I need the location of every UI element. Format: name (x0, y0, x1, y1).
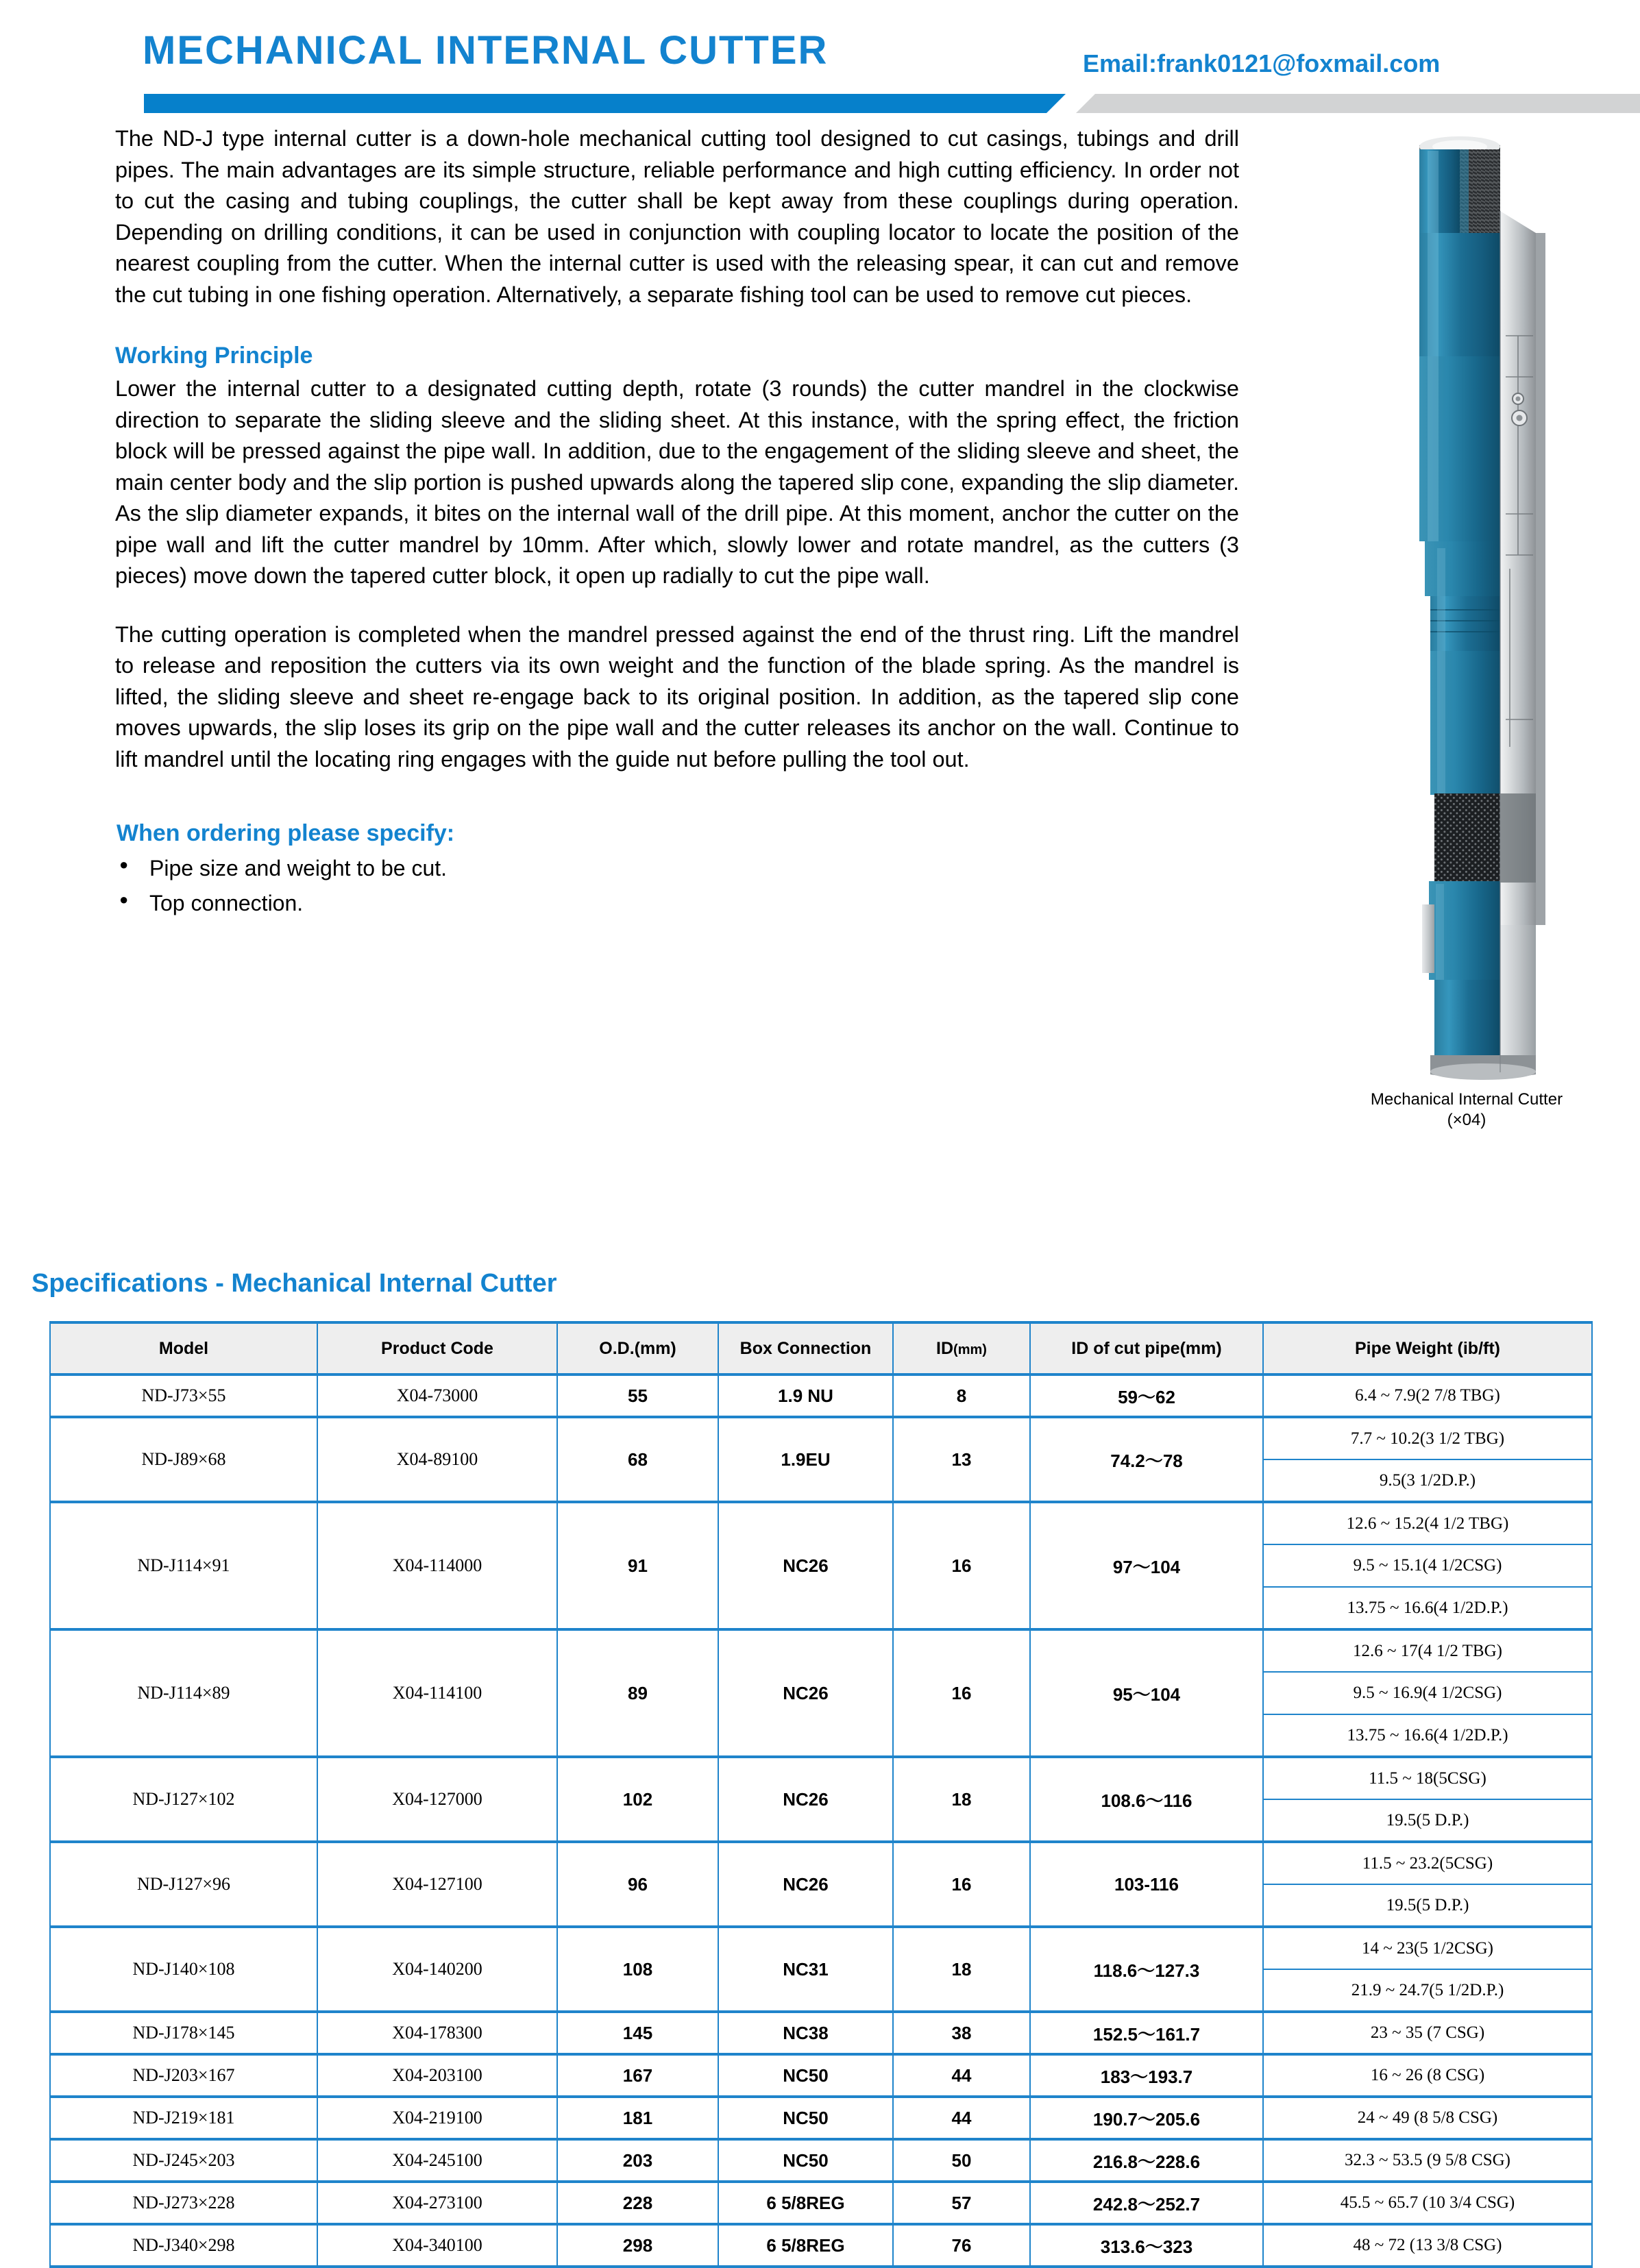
table-row (50, 1629, 1592, 1672)
cell-pipe-weight: 13.75 ~ 16.6(4 1/2D.P.) (1263, 1714, 1592, 1757)
cell-id: 76 (893, 2224, 1030, 2267)
cell-id-of-cut-pipe: 59～62 (1030, 1375, 1263, 1417)
cell-id-of-cut-pipe: 216.8～228.6 (1030, 2139, 1263, 2182)
column-header-box-connection: Box Connection (718, 1322, 893, 1375)
cell-id-of-cut-pipe: 190.7～205.6 (1030, 2097, 1263, 2139)
cell-pipe-weight: 11.5 ~ 23.2(5CSG) (1263, 1842, 1592, 1884)
header-rule-blue (144, 94, 1066, 113)
cell-box-connection: 1.9 NU (718, 1375, 893, 1417)
cell-pipe-weight: 19.5(5 D.P.) (1263, 1799, 1592, 1842)
cell-box-connection: NC38 (718, 2012, 893, 2054)
cell-box-connection: NC26 (718, 1629, 893, 1757)
mechanical-internal-cutter-illustration (1354, 130, 1580, 1083)
cell-box-connection: NC26 (718, 1502, 893, 1629)
cell-id: 18 (893, 1927, 1030, 2012)
working-principle-paragraph-2: The cutting operation is completed when the mandrel pressed against the end of the thrust ring. Lift the mandrel to release and reposition the cutters via its own weight and the function of the blade spring. As the mandrel is lifted, the sliding sleeve and sheet re-engage back to its original position. In addition, as the tapered slip cone moves upwards, the slip loses its grip on the pipe wall and the cutter releases its anchor on the wall. Continue to lift mandrel until the locating ring engages with the guide nut before pulling the tool out. (115, 621, 1239, 772)
table-row (50, 2224, 1592, 2267)
ordering-block (115, 820, 1239, 919)
cell-id-of-cut-pipe: 74.2～78 (1030, 1417, 1263, 1502)
cell-id: 8 (893, 1375, 1030, 1417)
cell-id-of-cut-pipe: 103-116 (1030, 1842, 1263, 1927)
cell-od: 145 (557, 2012, 718, 2054)
cell-box-connection: NC31 (718, 1927, 893, 2012)
list-item: ● Pipe size and weight to be cut. (117, 852, 1239, 884)
column-header-product-code: Product Code (317, 1322, 557, 1375)
cell-pipe-weight: 21.9 ~ 24.7(5 1/2D.P.) (1263, 1969, 1592, 2012)
cell-id-of-cut-pipe: 313.6～323 (1030, 2224, 1263, 2267)
cell-box-connection: NC26 (718, 1842, 893, 1927)
cell-pipe-weight: 48 ~ 72 (13 3/8 CSG) (1263, 2224, 1592, 2267)
table-body (50, 1375, 1592, 2267)
table-row (50, 1417, 1592, 1459)
cell-model: ND-J219×181 (50, 2097, 317, 2139)
figure-caption-line-2: (×04) (1447, 1111, 1486, 1129)
product-figure-panel (1323, 130, 1611, 1131)
cell-id: 16 (893, 1629, 1030, 1757)
cell-id-of-cut-pipe: 183～193.7 (1030, 2054, 1263, 2097)
working-principle-paragraph-1: Lower the internal cutter to a designated cutting depth, rotate (3 rounds) the cutter mandrel in the clockwise direction to separate the sliding sleeve and the sliding sheet. At this instance, with the spring effect, the friction block will be pressed against the pipe wall. In addition, due to the engagement of the sliding sleeve and sheet, the main center body and the slip portion is pushed upwards along the tapered slip cone, expanding the slip diameter. As the slip diameter expands, it bites on the internal wall of the drill pipe. At this moment, anchor the cutter on the pipe wall and lift the cutter mandrel by 10mm. After which, slowly lower and rotate mandrel, as the cutters (3 pieces) move down the tapered cutter block, it open up radially to cut the pipe wall. (115, 376, 1239, 589)
cell-model: ND-J114×91 (50, 1502, 317, 1629)
cell-product-code: X04-203100 (317, 2054, 557, 2097)
cell-od: 55 (557, 1375, 718, 1417)
table-row (50, 1927, 1592, 1969)
cell-model: ND-J114×89 (50, 1629, 317, 1757)
table-row (50, 2097, 1592, 2139)
cell-pipe-weight: 9.5(3 1/2D.P.) (1263, 1459, 1592, 1502)
cell-model: ND-J273×228 (50, 2182, 317, 2224)
table-row (50, 1375, 1592, 1417)
cell-model: ND-J73×55 (50, 1375, 317, 1417)
cell-od: 91 (557, 1502, 718, 1629)
figure-caption-line-1: Mechanical Internal Cutter (1370, 1090, 1563, 1109)
cell-id: 18 (893, 1757, 1030, 1842)
ordering-heading: When ordering please specify: (117, 820, 455, 847)
cell-model: ND-J340×298 (50, 2224, 317, 2267)
cell-id: 13 (893, 1417, 1030, 1502)
cell-pipe-weight: 19.5(5 D.P.) (1263, 1884, 1592, 1927)
cell-od: 68 (557, 1417, 718, 1502)
column-header-id: ID(mm) (893, 1322, 1030, 1375)
cell-id: 44 (893, 2054, 1030, 2097)
column-header-pipe-weight: Pipe Weight (ib/ft) (1263, 1322, 1592, 1375)
column-header-id-of-cut-pipe: ID of cut pipe(mm) (1030, 1322, 1263, 1375)
cell-od: 181 (557, 2097, 718, 2139)
cell-model: ND-J89×68 (50, 1417, 317, 1502)
cell-product-code: X04-140200 (317, 1927, 557, 2012)
list-item: ● Top connection. (117, 887, 1239, 919)
cell-product-code: X04-127100 (317, 1842, 557, 1927)
table-header (50, 1322, 1592, 1375)
specifications-table (49, 1321, 1593, 2268)
cell-model: ND-J203×167 (50, 2054, 317, 2097)
cell-pipe-weight: 11.5 ~ 18(5CSG) (1263, 1757, 1592, 1799)
cell-product-code: X04-114000 (317, 1502, 557, 1629)
cell-od: 102 (557, 1757, 718, 1842)
cell-id-of-cut-pipe: 95～104 (1030, 1629, 1263, 1757)
column-header-od: O.D.(mm) (557, 1322, 718, 1375)
cell-product-code: X04-114100 (317, 1629, 557, 1757)
table-row (50, 2139, 1592, 2182)
header-rule (0, 94, 1640, 113)
cell-pipe-weight: 12.6 ~ 15.2(4 1/2 TBG) (1263, 1502, 1592, 1544)
cell-pipe-weight: 14 ~ 23(5 1/2CSG) (1263, 1927, 1592, 1969)
text-column (115, 123, 1239, 922)
cell-model: ND-J127×96 (50, 1842, 317, 1927)
cell-od: 298 (557, 2224, 718, 2267)
cell-id: 50 (893, 2139, 1030, 2182)
intro-paragraph: The ND-J type internal cutter is a down-hole mechanical cutting tool designed to cut casings, tubings and drill pipes. The main advantages are its simple structure, reliable performance and high cutting efficiency. In order not to cut the casing and tubing couplings, the cutter shall be kept away from these couplings during operation. Depending on drilling conditions, it can be used in conjunction with coupling locator to locate the position of the nearest coupling from the cutter. When the internal cutter is used with the releasing spear, it can cut and remove the cut tubing in one fishing operation. Alternatively, a separate fishing tool can be used to remove cut pieces. (115, 126, 1239, 307)
cell-id: 16 (893, 1502, 1030, 1629)
cell-model: ND-J178×145 (50, 2012, 317, 2054)
cell-box-connection: 6 5/8REG (718, 2182, 893, 2224)
cell-id: 16 (893, 1842, 1030, 1927)
cell-box-connection: 6 5/8REG (718, 2224, 893, 2267)
cell-od: 228 (557, 2182, 718, 2224)
cell-pipe-weight: 13.75 ~ 16.6(4 1/2D.P.) (1263, 1587, 1592, 1629)
specifications-table-wrap (49, 1321, 1591, 2268)
cell-pipe-weight: 24 ~ 49 (8 5/8 CSG) (1263, 2097, 1592, 2139)
table-row (50, 1842, 1592, 1884)
cell-pipe-weight: 7.7 ~ 10.2(3 1/2 TBG) (1263, 1417, 1592, 1459)
ordering-list (117, 852, 1239, 919)
cell-product-code: X04-127000 (317, 1757, 557, 1842)
cell-pipe-weight: 9.5 ~ 16.9(4 1/2CSG) (1263, 1672, 1592, 1714)
cell-pipe-weight: 23 ~ 35 (7 CSG) (1263, 2012, 1592, 2054)
table-row (50, 1502, 1592, 1544)
cell-id-of-cut-pipe: 108.6～116 (1030, 1757, 1263, 1842)
cell-pipe-weight: 32.3 ~ 53.5 (9 5/8 CSG) (1263, 2139, 1592, 2182)
column-header-model: Model (50, 1322, 317, 1375)
cell-box-connection: NC50 (718, 2139, 893, 2182)
cell-product-code: X04-178300 (317, 2012, 557, 2054)
figure-caption (1323, 1089, 1611, 1131)
cell-od: 108 (557, 1927, 718, 2012)
cell-id-of-cut-pipe: 118.6～127.3 (1030, 1927, 1263, 2012)
table-row (50, 2012, 1592, 2054)
specifications-heading: Specifications - Mechanical Internal Cutter (32, 1269, 557, 1298)
cell-product-code: X04-73000 (317, 1375, 557, 1417)
cell-pipe-weight: 9.5 ~ 15.1(4 1/2CSG) (1263, 1544, 1592, 1587)
cell-id: 38 (893, 2012, 1030, 2054)
cell-od: 203 (557, 2139, 718, 2182)
cell-model: ND-J245×203 (50, 2139, 317, 2182)
cell-id: 44 (893, 2097, 1030, 2139)
cell-od: 167 (557, 2054, 718, 2097)
cell-id-of-cut-pipe: 152.5～161.7 (1030, 2012, 1263, 2054)
page-header (0, 0, 1640, 123)
table-row (50, 2054, 1592, 2097)
cell-box-connection: NC50 (718, 2097, 893, 2139)
cell-od: 96 (557, 1842, 718, 1927)
cell-pipe-weight: 45.5 ~ 65.7 (10 3/4 CSG) (1263, 2182, 1592, 2224)
table-row (50, 1757, 1592, 1799)
header-rule-gray (1076, 94, 1640, 113)
cell-id-of-cut-pipe: 242.8～252.7 (1030, 2182, 1263, 2224)
cell-od: 89 (557, 1629, 718, 1757)
cell-product-code: X04-89100 (317, 1417, 557, 1502)
cell-product-code: X04-245100 (317, 2139, 557, 2182)
cell-box-connection: 1.9EU (718, 1417, 893, 1502)
cell-box-connection: NC26 (718, 1757, 893, 1842)
cell-box-connection: NC50 (718, 2054, 893, 2097)
cell-product-code: X04-273100 (317, 2182, 557, 2224)
cell-pipe-weight: 16 ~ 26 (8 CSG) (1263, 2054, 1592, 2097)
cell-pipe-weight: 12.6 ~ 17(4 1/2 TBG) (1263, 1629, 1592, 1672)
contact-email[interactable]: Email:frank0121@foxmail.com (1083, 49, 1441, 77)
cell-model: ND-J127×102 (50, 1757, 317, 1842)
working-principle-heading: Working Principle (115, 343, 313, 369)
cell-product-code: X04-219100 (317, 2097, 557, 2139)
table-header-row (50, 1322, 1592, 1375)
cell-model: ND-J140×108 (50, 1927, 317, 2012)
cell-id: 57 (893, 2182, 1030, 2224)
page-title: MECHANICAL INTERNAL CUTTER (143, 28, 829, 73)
cell-id-of-cut-pipe: 97～104 (1030, 1502, 1263, 1629)
cell-product-code: X04-340100 (317, 2224, 557, 2267)
cell-pipe-weight: 6.4 ~ 7.9(2 7/8 TBG) (1263, 1375, 1592, 1417)
